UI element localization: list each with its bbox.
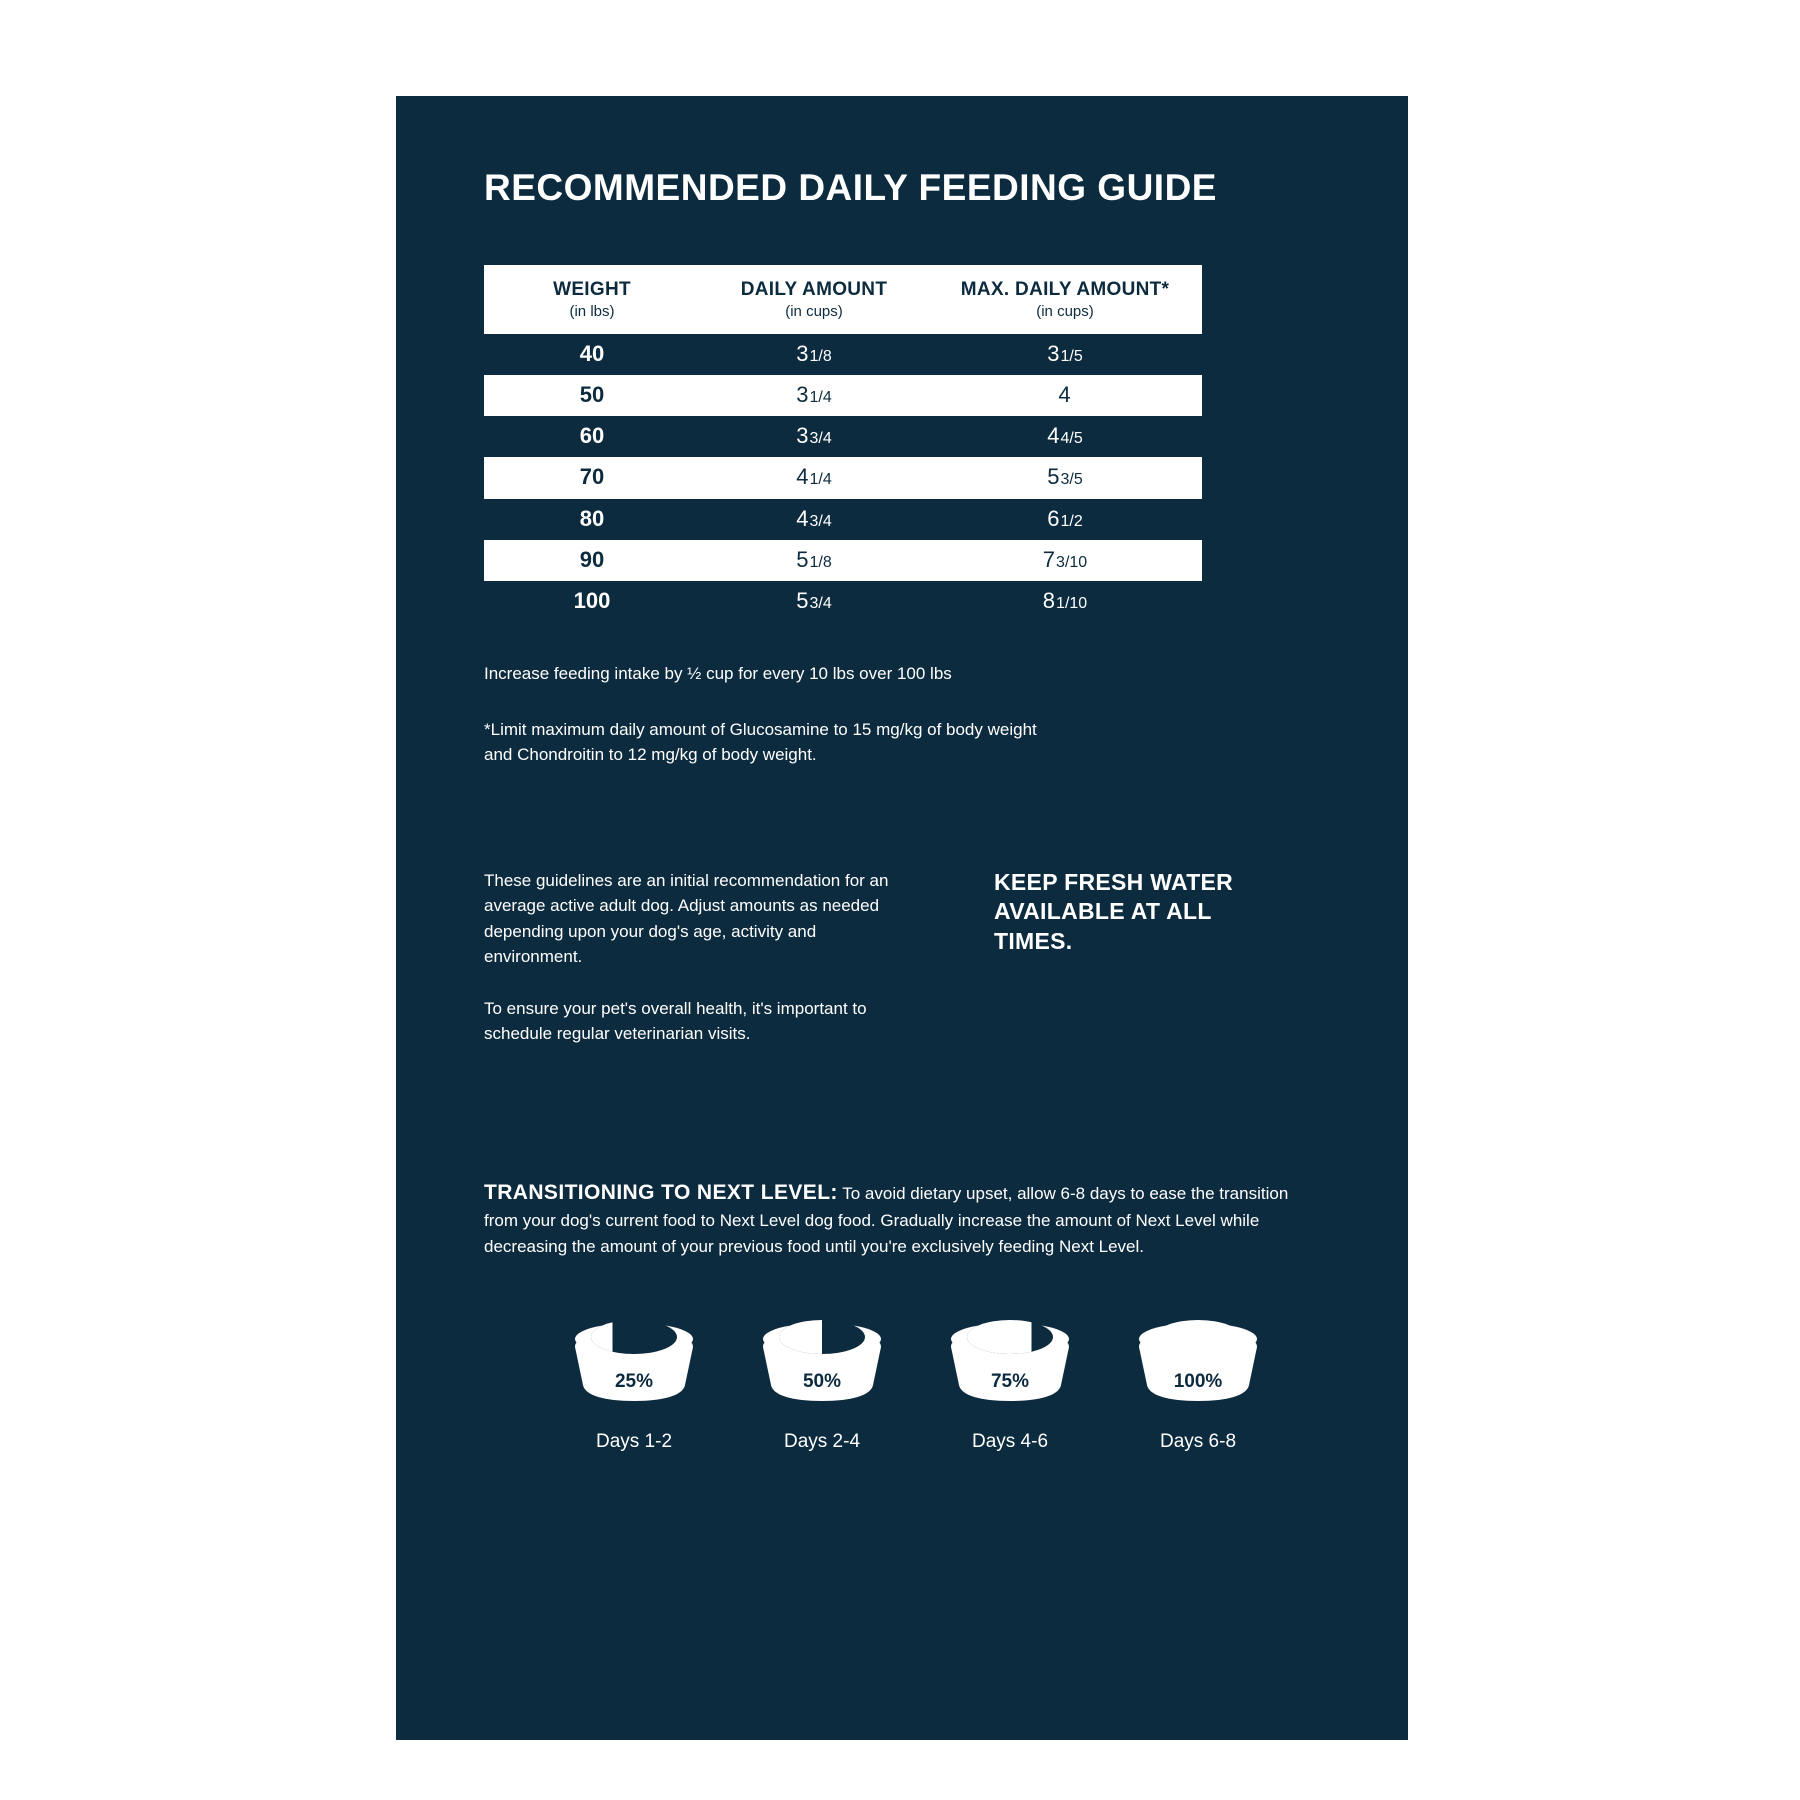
bowl-icon-25 (559, 1303, 709, 1413)
cell-max-frac: 3/10 (1056, 553, 1088, 571)
transition-steps (554, 1303, 1338, 1453)
cell-max (928, 581, 1202, 622)
column-header-daily-sub: (in cups) (785, 302, 843, 320)
cell-max (928, 334, 1202, 375)
table-row (484, 375, 1202, 416)
table-row (484, 457, 1202, 498)
cell-max-whole: 4 (1058, 381, 1071, 407)
cell-max-frac: 4/5 (1060, 430, 1083, 448)
column-header-max-main: MAX. DAILY AMOUNT* (960, 278, 1170, 300)
column-header-max-sub: (in cups) (1036, 302, 1094, 320)
bowl-percent-label: 75% (990, 1371, 1030, 1393)
column-header-max (928, 265, 1202, 334)
table-body (484, 334, 1202, 622)
cell-daily-whole: 4 (796, 505, 809, 531)
cell-daily (700, 540, 928, 581)
table-row (484, 334, 1202, 375)
bowl-percent-label: 25% (614, 1371, 654, 1393)
column-header-weight-main: WEIGHT (553, 278, 631, 300)
cell-daily (700, 416, 928, 457)
transition-heading: TRANSITIONING TO NEXT LEVEL: (484, 1180, 838, 1204)
cell-max-whole: 5 (1047, 464, 1060, 490)
cell-daily-whole: 5 (796, 587, 809, 613)
cell-max (928, 416, 1202, 457)
table-header (484, 265, 1202, 334)
cell-daily (700, 457, 928, 498)
cell-weight: 100 (573, 587, 611, 613)
bowl-icon-75 (935, 1303, 1085, 1413)
bowl-percent-label: 100% (1173, 1371, 1223, 1393)
guidelines-section (484, 868, 1338, 1047)
cell-daily-frac: 1/8 (809, 553, 832, 571)
cell-max-whole: 6 (1047, 505, 1060, 531)
cell-weight: 60 (579, 423, 605, 449)
transition-step (742, 1303, 902, 1453)
cell-weight: 50 (484, 375, 700, 416)
cell-max-frac: 1/5 (1060, 347, 1083, 365)
column-header-weight-sub: (in lbs) (569, 302, 615, 320)
cell-daily-frac: 1/8 (809, 347, 832, 365)
cell-daily (700, 499, 928, 540)
increase-note: Increase feeding intake by ½ cup for every 10 lbs over 100 lbs (484, 664, 952, 684)
cell-weight: 80 (579, 505, 605, 531)
cell-max-whole: 7 (1042, 546, 1056, 572)
bowl-icon-100 (1123, 1303, 1273, 1413)
column-header-weight (484, 265, 700, 334)
table-row (484, 499, 1202, 540)
cell-max (928, 457, 1202, 498)
cell-max (928, 375, 1202, 416)
cell-daily-frac: 3/4 (809, 512, 832, 530)
cell-daily-whole: 3 (796, 381, 809, 407)
column-header-daily-main: DAILY AMOUNT (740, 278, 888, 300)
cell-max-whole: 8 (1042, 587, 1056, 613)
cell-daily (700, 334, 928, 375)
cell-daily-whole: 3 (796, 423, 809, 449)
cell-daily-whole: 4 (796, 464, 809, 490)
cell-daily-frac: 3/4 (809, 430, 832, 448)
page-title: RECOMMENDED DAILY FEEDING GUIDE (484, 167, 1217, 208)
transition-section (484, 1177, 1324, 1260)
limit-note-line2: and Chondroitin to 12 mg/kg of body weight. (484, 745, 817, 765)
transition-step (1118, 1303, 1278, 1453)
guidelines-paragraph-2: To ensure your pet's overall health, it's important to schedule regular veterinarian visits. (484, 998, 867, 1044)
guidelines-paragraph-1: These guidelines are an initial recommendation for an average active adult dog. Adjust amounts as needed depending upon your dog's age, activity and environment. (484, 870, 889, 967)
cell-daily-whole: 5 (796, 546, 809, 572)
transition-step-label: Days 6-8 (1159, 1431, 1237, 1453)
cell-daily-frac: 1/4 (809, 388, 832, 406)
cell-max (928, 499, 1202, 540)
cell-daily (700, 375, 928, 416)
limit-note (484, 717, 1338, 768)
feeding-table (484, 265, 1202, 622)
transition-step-label: Days 2-4 (783, 1431, 861, 1453)
cell-weight: 40 (579, 340, 605, 366)
cell-max-frac: 1/2 (1060, 512, 1083, 530)
transition-step (930, 1303, 1090, 1453)
cell-daily-whole: 3 (796, 340, 809, 366)
fresh-water-callout: KEEP FRESH WATER AVAILABLE AT ALL TIMES. (994, 868, 1234, 954)
transition-step (554, 1303, 714, 1453)
cell-weight: 70 (484, 457, 700, 498)
cell-weight: 90 (484, 540, 700, 581)
cell-max-frac: 3/5 (1060, 471, 1083, 489)
bowl-percent-label: 50% (802, 1371, 842, 1393)
transition-step-label: Days 1-2 (595, 1431, 673, 1453)
guidelines-text (484, 868, 904, 1047)
table-row (484, 581, 1202, 622)
cell-daily-frac: 3/4 (809, 594, 832, 612)
cell-max (928, 540, 1202, 581)
cell-max-whole: 4 (1047, 423, 1060, 449)
feeding-guide-panel (396, 96, 1408, 1740)
transition-step-label: Days 4-6 (971, 1431, 1049, 1453)
bowl-icon-50 (747, 1303, 897, 1413)
cell-daily (700, 581, 928, 622)
column-header-daily (700, 265, 928, 334)
panel-content (484, 168, 1338, 1453)
table-header-row (484, 265, 1202, 334)
cell-max-frac: 1/10 (1056, 594, 1088, 612)
table-row (484, 416, 1202, 457)
cell-max-whole: 3 (1047, 340, 1060, 366)
limit-note-line1: *Limit maximum daily amount of Glucosamine to 15 mg/kg of body weight (484, 719, 1037, 739)
transition-body: To avoid dietary upset, allow 6-8 days to ease the transition from your dog's current food to Next Level dog food. Gradually increase the amount of Next Level while decreasing the amount of your previous food until you're exclusively feeding Next Level. (484, 1183, 1289, 1256)
table-row (484, 540, 1202, 581)
cell-daily-frac: 1/4 (809, 471, 832, 489)
